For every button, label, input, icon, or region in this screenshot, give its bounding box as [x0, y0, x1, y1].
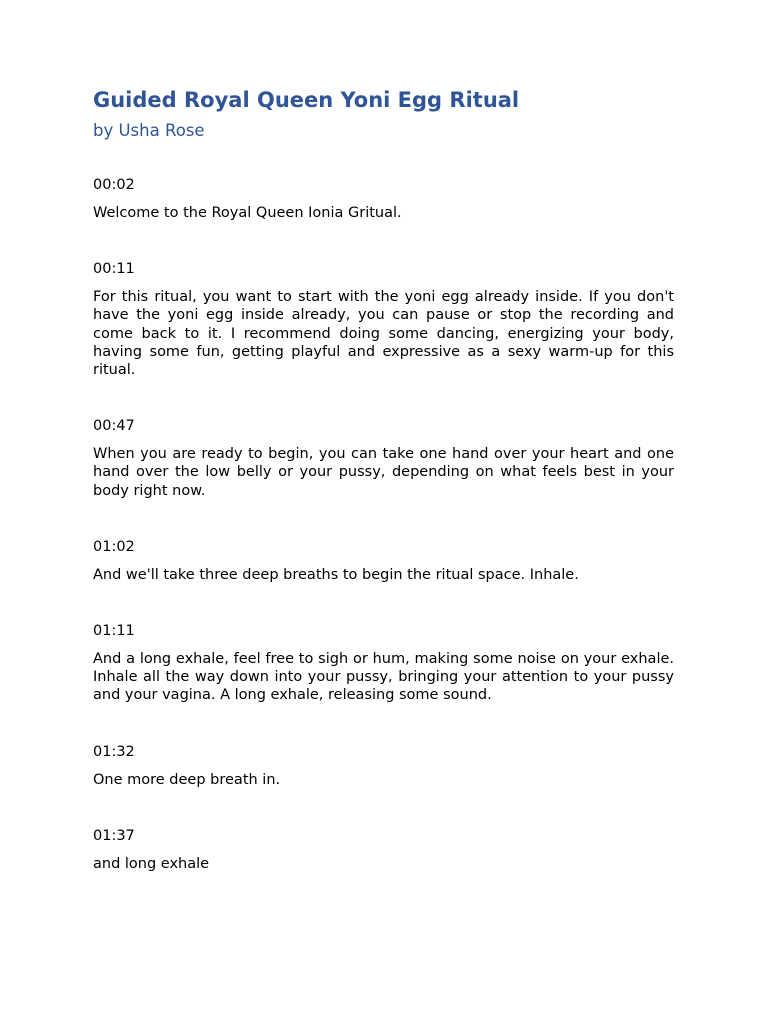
document-page [93, 86, 674, 873]
segment-text: And we'll take three deep breaths to begin the ritual space. Inhale. [93, 566, 579, 583]
transcript-segment [93, 417, 674, 500]
segment-timestamp: 01:11 [93, 623, 135, 640]
segment-text: When you are ready to begin, you can take one hand over your heart and one hand over the low belly or your pussy, depending on what feels best in your body right now. [93, 446, 674, 499]
transcript-segment [93, 176, 674, 222]
segment-text: One more deep breath in. [93, 771, 281, 788]
document-author: by Usha Rose [93, 121, 205, 140]
segment-text: For this ritual, you want to start with the yoni egg already inside. If you don't have the yoni egg inside already, you can pause or stop the recording and come back to it. I recommend doing some dancing, energizing your body, having some fun, getting playful and expressive as a sexy warm-up for this ritual. [93, 289, 674, 379]
segment-timestamp: 00:47 [93, 418, 135, 435]
transcript [93, 176, 674, 873]
segment-text: And a long exhale, feel free to sigh or hum, making some noise on your exhale. Inhale all the way down into your pussy, bringing your attention to your pussy and your vagina. A long exhale, releasing some sound. [93, 651, 674, 704]
segment-timestamp: 01:37 [93, 827, 135, 844]
document-title: Guided Royal Queen Yoni Egg Ritual [93, 88, 520, 112]
transcript-segment [93, 743, 674, 789]
segment-timestamp: 00:02 [93, 177, 135, 193]
transcript-segment [93, 827, 674, 873]
segment-text: and long exhale [93, 855, 210, 872]
segment-timestamp: 01:02 [93, 538, 135, 555]
segment-timestamp: 00:11 [93, 261, 135, 278]
transcript-segment [93, 538, 674, 584]
segment-text: Welcome to the Royal Queen Ionia Gritual. [93, 205, 402, 221]
transcript-segment [93, 622, 674, 705]
transcript-segment [93, 260, 674, 379]
segment-timestamp: 01:32 [93, 743, 135, 760]
